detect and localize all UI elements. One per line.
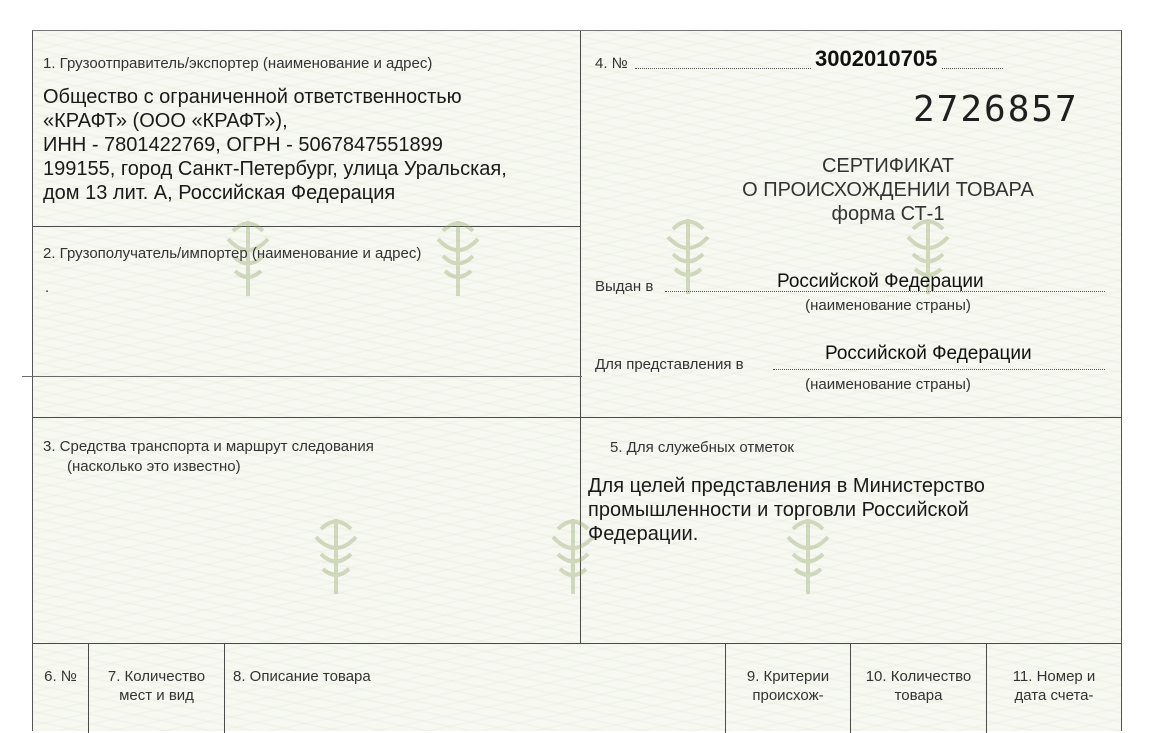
column-packages-header-line1: 7. Количество <box>107 668 206 685</box>
column-quantity-header-line1: 10. Количество <box>865 668 972 685</box>
col7-divider <box>224 643 225 733</box>
box2-bottom-border <box>33 417 1121 418</box>
certificate-title: СЕРТИФИКАТ <box>821 155 955 177</box>
issued-in-country: Российской Федерации <box>777 271 984 292</box>
box1-label: 1. Грузоотправитель/экспортер (наименование и адрес) <box>43 55 433 72</box>
present-to-dots <box>773 369 1105 370</box>
column-packages-header-line2: мест и вид <box>119 687 194 704</box>
box3-label: 3. Средства транспорта и маршрут следования <box>43 438 374 455</box>
box5-label: 5. Для служебных отметок <box>610 439 794 456</box>
present-to-country: Российской Федерации <box>825 343 1032 364</box>
column-number-header: 6. № <box>44 668 77 685</box>
official-note-line2: промышленности и торговли Российской <box>588 499 969 521</box>
present-to-hint: (наименование страны) <box>805 376 971 393</box>
box3-bottom-border <box>33 643 1121 644</box>
caduceus-watermark-icon <box>301 509 371 599</box>
column-description-header: 8. Описание товара <box>233 668 371 685</box>
certificate-serial: 2726857 <box>913 89 1079 130</box>
caduceus-watermark-icon <box>423 211 493 301</box>
exporter-tax-ids: ИНН - 7801422769, ОГРН - 5067847551899 <box>43 134 443 156</box>
column-criteria-header-line2: происхож- <box>752 687 824 704</box>
column-invoice-header-line1: 11. Номер и <box>1012 668 1096 685</box>
column-quantity-header-line2: товара <box>894 687 943 704</box>
exporter-name-line1: Общество с ограниченной ответственностью <box>43 86 462 108</box>
box2-label: 2. Грузополучатель/импортер (наименование и адрес) <box>43 245 422 262</box>
certificate-form-name: форма СТ-1 <box>831 203 945 225</box>
exporter-address-line1: 199155, город Санкт-Петербург, улица Уральская, <box>43 158 507 180</box>
official-note-line1: Для целей представления в Министерство <box>588 475 985 497</box>
caduceus-watermark-icon <box>773 509 843 599</box>
exporter-name-line2: «КРАФТ» (ООО «КРАФТ»), <box>43 110 288 132</box>
importer-value: . <box>45 279 50 296</box>
official-note-line3: Федерации. <box>588 523 699 545</box>
certificate-form <box>32 30 1122 731</box>
certificate-number-label: 4. № <box>595 55 628 72</box>
box1-bottom-border <box>33 226 581 227</box>
certificate-subtitle: О ПРОИСХОЖДЕНИИ ТОВАРА <box>742 179 1034 201</box>
certificate-number: 3002010705 <box>811 46 941 72</box>
column-invoice-header-line2: дата счета- <box>1014 687 1094 704</box>
issued-in-hint: (наименование страны) <box>805 297 971 314</box>
scan-artifact-line <box>22 376 582 377</box>
issued-in-label: Выдан в <box>595 278 654 295</box>
exporter-address-line2: дом 13 лит. А, Российская Федерация <box>43 182 396 204</box>
column-criteria-header-line1: 9. Критерии <box>746 668 830 685</box>
present-to-label: Для представления в <box>595 356 744 373</box>
box3-label-hint: (насколько это известно) <box>67 458 241 475</box>
